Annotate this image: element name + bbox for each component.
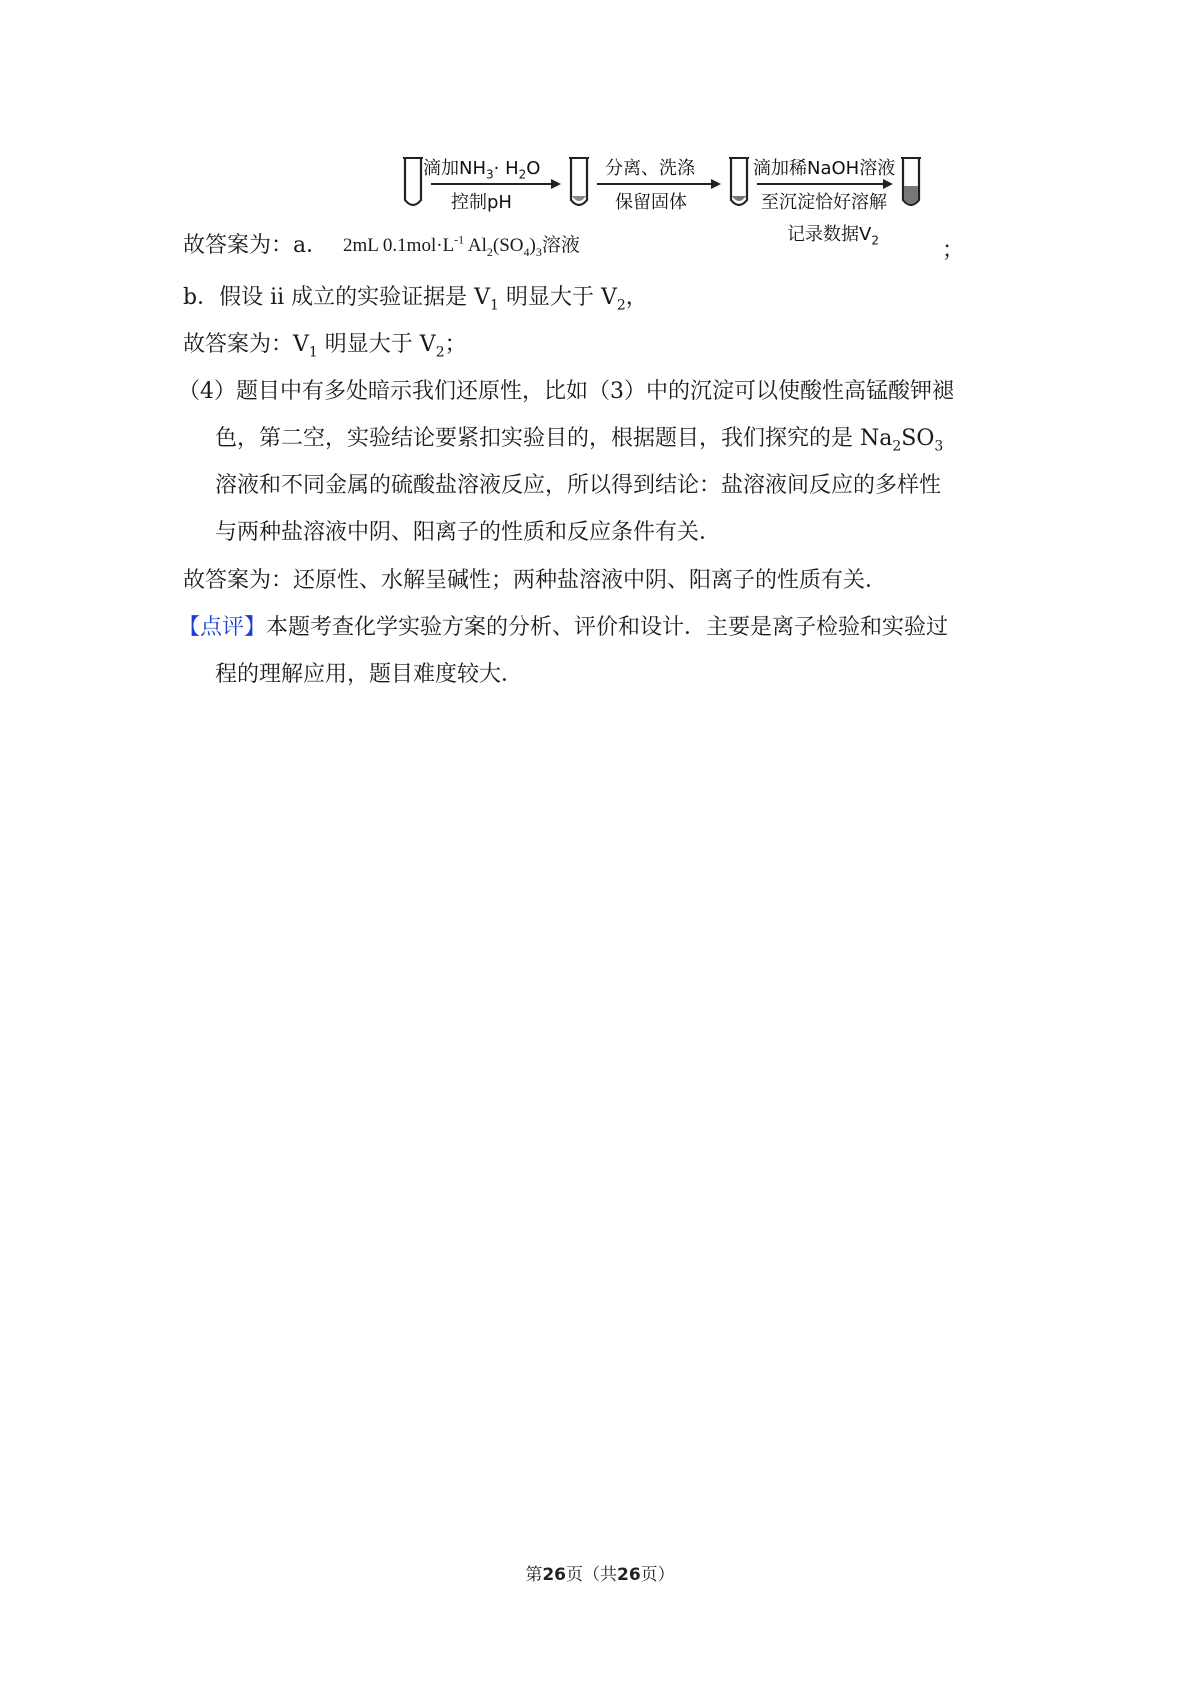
test-tube-3-icon (729, 158, 749, 205)
answer-a-prefix: 故答案为：a． (183, 233, 329, 258)
test-tube-2-icon (569, 158, 589, 205)
comment-line2: 程的理解应用，题目难度较大． (215, 662, 524, 687)
answer-4-line: 故答案为：还原性、水解呈碱性；两种盐溶液中阴、阳离子的性质有关． (183, 568, 888, 593)
step1-bottom-label: 控制pH (451, 192, 512, 213)
hypothesis-b-line: b．假设 ii 成立的实验证据是 $V_1$ 明显大于 $V_2$， (183, 285, 648, 314)
step1-top-label: 滴加$NH_3\cdot H_2O$ (423, 158, 541, 182)
step2-bottom-label: 保留固体 (615, 192, 687, 213)
comment-line1: 【点评】本题考查化学实验方案的分析、评价和设计．主要是离子检验和实验过 (178, 615, 949, 640)
page-footer: 第26页（共26页） (525, 1565, 675, 1585)
step3-top-label: 滴加稀NaOH溶液 (753, 158, 896, 179)
solution-label: 2mL $0.1mol\cdot L^{-1}$ $Al_2(SO_4)_3$溶液 (343, 232, 580, 259)
para4-line2: 色，第二空，实验结论要紧扣实验目的，根据题目，我们探究的是 $Na_2SO_3$ (215, 426, 944, 455)
answer-b-line: 故答案为：$V_1$ 明显大于 $V_2$； (183, 332, 467, 361)
para4-line4: 与两种盐溶液中阴、阳离子的性质和反应条件有关． (215, 520, 722, 545)
test-tube-4-icon (901, 158, 921, 205)
para4-line3: 溶液和不同金属的硫酸盐溶液反应，所以得到结论：盐溶液间反应的多样性 (215, 473, 942, 498)
step2-top-label: 分离、洗涤 (605, 158, 695, 179)
comment-tag: 【点评】 (178, 615, 267, 640)
test-tube-1-icon (403, 158, 423, 205)
answer-a-end: ； (942, 238, 965, 263)
step3-mid-label: 至沉淀恰好溶解 (761, 192, 887, 213)
para4-line1: （4）题目中有多处暗示我们还原性，比如（3）中的沉淀可以使酸性高锰酸钾褪 (178, 379, 954, 404)
step3-bottom-label: 记录数据$V_2$ (787, 224, 879, 248)
